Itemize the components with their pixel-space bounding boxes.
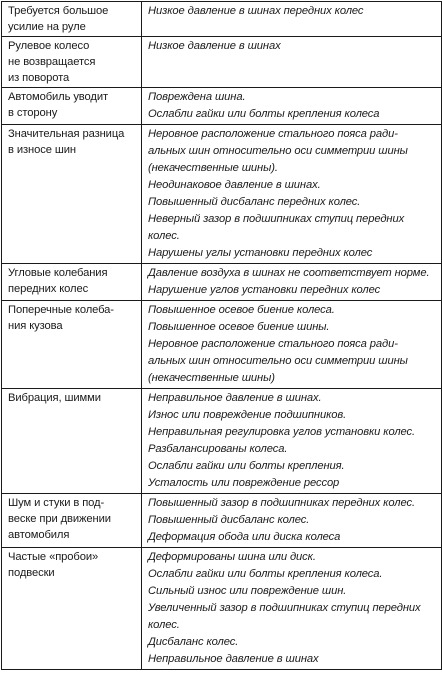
cause-text: Повреждена шина. — [148, 91, 246, 103]
cause-text: альных шин относительно оси симметрии шины — [148, 145, 408, 157]
symptom-cell — [2, 389, 142, 494]
symptom-text: ния кузова — [8, 320, 63, 332]
cause-text: Нарушены углы установки передних колес — [148, 247, 373, 259]
symptom-cell — [2, 264, 142, 301]
table-row — [2, 2, 442, 37]
cause-text: Повышенный зазор в подшипниках передних колес. — [148, 497, 415, 509]
symptom-text: в сторону — [8, 107, 58, 119]
symptom-text: Требуется большое — [8, 5, 109, 17]
symptom-text: Частые «пробои» — [8, 551, 99, 563]
symptom-text: автомобиля — [8, 529, 70, 541]
cause-text: Увеличенный зазор в подшипниках ступиц передних — [148, 602, 421, 614]
symptom-text: Значительная разница — [8, 128, 125, 140]
cause-text: Повышенный дисбаланс колес. — [148, 514, 310, 526]
table-row — [2, 389, 442, 494]
cause-text: Сильный износ или повреждение шин. — [148, 585, 347, 597]
symptom-text: Вибрация, шимми — [8, 392, 101, 404]
symptom-text: Автомобиль уводит — [8, 91, 109, 103]
cause-text: Неправильная регулировка углов установки колес. — [148, 426, 416, 438]
cause-text: колес. — [148, 230, 180, 242]
symptom-text: Шум и стуки в под- — [8, 497, 105, 509]
cause-text: Повышенное осевое биение колеса. — [148, 304, 335, 316]
table-body — [2, 2, 442, 670]
symptom-text: подвески — [8, 567, 55, 579]
table-row — [2, 301, 442, 389]
cause-cell — [142, 389, 442, 494]
cause-text: альных шин относительно оси симметрии шины — [148, 355, 408, 367]
symptom-cell — [2, 2, 142, 37]
table-row — [2, 88, 442, 125]
cause-text: Повышенное осевое биение шины. — [148, 321, 330, 333]
table-row — [2, 494, 442, 548]
cause-text: Износ или повреждение подшипников. — [148, 409, 347, 421]
cause-text: Неправильное давление в шинах. — [148, 392, 322, 404]
symptom-text: веске при движении — [8, 513, 111, 525]
symptom-cell — [2, 125, 142, 264]
cause-text: колес. — [148, 619, 180, 631]
symptom-text: не возвращается — [8, 56, 96, 68]
cause-text: Низкое давление в шинах — [148, 40, 281, 52]
cause-cell — [142, 37, 442, 88]
cause-cell — [142, 125, 442, 264]
cause-text: Неправильное давление в шинах — [148, 653, 319, 665]
cause-text: Дисбаланс колес. — [148, 636, 239, 648]
cause-text: Неодинаковое давление в шинах. — [148, 179, 321, 191]
table-row — [2, 125, 442, 264]
cause-cell — [142, 301, 442, 389]
cause-text: Нарушение углов установки передних колес — [148, 284, 381, 296]
cause-text: Неровное расположение стального пояса ради- — [148, 128, 398, 140]
symptom-cell — [2, 301, 142, 389]
symptom-text: Угловые колебания — [8, 267, 108, 279]
cause-text: (некачественные шины). — [148, 162, 278, 174]
symptom-text: из поворота — [8, 72, 70, 84]
cause-text: Ослабли гайки или болты крепления колеса. — [148, 568, 383, 580]
cause-cell — [142, 2, 442, 37]
diagnostics-table — [1, 1, 442, 670]
symptom-cell — [2, 548, 142, 670]
table-row — [2, 264, 442, 301]
symptom-text: Рулевое колесо — [8, 40, 90, 52]
cause-text: Неверный зазор в подшипниках ступиц передних — [148, 213, 405, 225]
symptom-cell — [2, 494, 142, 548]
cause-text: Ослабли гайки или болты крепления колеса — [148, 108, 380, 120]
cause-text: Повышенный дисбаланс передних колес. — [148, 196, 361, 208]
symptom-text: усилие на руле — [8, 21, 86, 33]
cause-text: Ослабли гайки или болты крепления. — [148, 460, 345, 472]
symptom-cell — [2, 37, 142, 88]
cause-text: Усталость или повреждение рессор — [148, 477, 340, 489]
symptom-text: в износе шин — [8, 144, 76, 156]
cause-text: Низкое давление в шинах передних колес — [148, 5, 364, 17]
table-row — [2, 37, 442, 88]
cause-cell — [142, 88, 442, 125]
table-row — [2, 548, 442, 670]
symptom-text: передних колес — [8, 283, 89, 295]
cause-cell — [142, 548, 442, 670]
cause-cell — [142, 494, 442, 548]
cause-text: Разбалансированы колеса. — [148, 443, 288, 455]
cause-text: Деформация обода или диска колеса — [148, 531, 341, 543]
cause-text: Давление воздуха в шинах не соответствует норме. — [148, 267, 430, 279]
symptom-cell — [2, 88, 142, 125]
cause-cell — [142, 264, 442, 301]
cause-text: Деформированы шина или диск. — [148, 551, 316, 563]
cause-text: Неровное расположение стального пояса ради- — [148, 338, 398, 350]
symptom-text: Поперечные колеба- — [8, 304, 114, 316]
cause-text: (некачественные шины) — [148, 372, 275, 384]
